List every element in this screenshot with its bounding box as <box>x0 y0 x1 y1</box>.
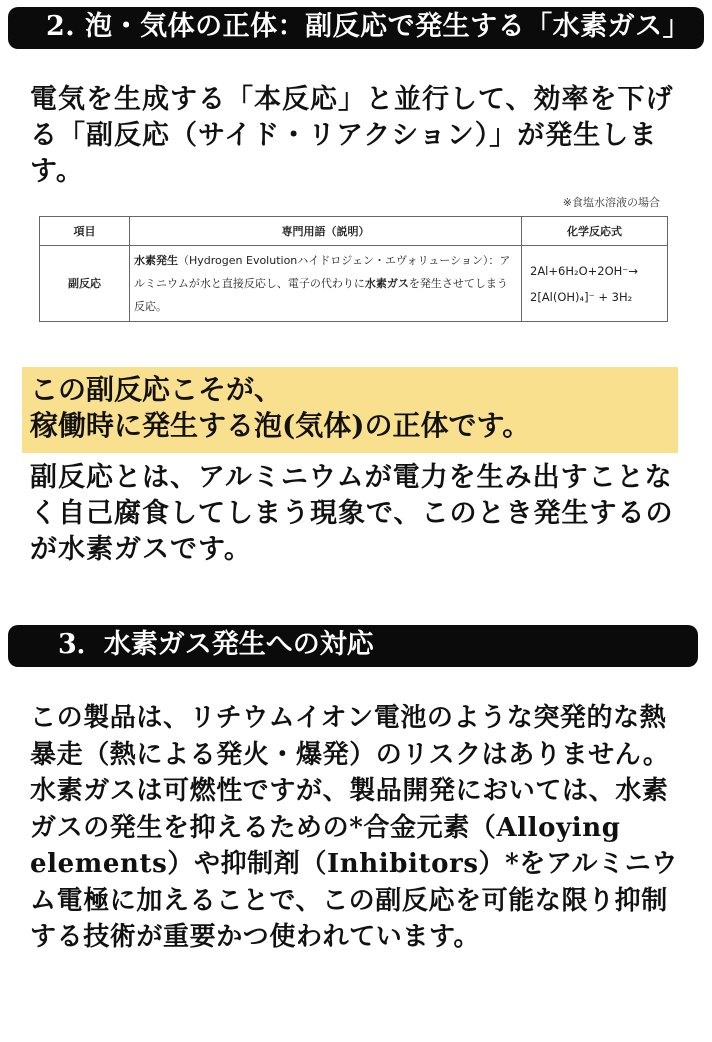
table-header-row <box>40 217 668 246</box>
term-bold-2: 水素ガス <box>364 277 409 290</box>
highlight-line-2: 稼働時に発生する泡(気体)の正体です。 <box>30 409 531 442</box>
term-text-1: （Hydrogen Evolutionハイドロジェン・エヴォリューション）：アルミニウムが水と直接反応し、電子の代わりに <box>134 254 511 290</box>
section2-explanation: 副反応とは、アルミニウムが電力を生み出すことなく自己腐食してしまう現象で、このとき発生するのが水素ガスです。 <box>30 462 674 565</box>
header-item: 項目 <box>40 217 130 246</box>
highlight-line-1: この副反応こそが、 <box>30 373 283 406</box>
header-formula: 化学反応式 <box>522 217 668 246</box>
term-text-2: を発生させてしまう反応。 <box>134 277 508 313</box>
term-bold: 水素発生 <box>134 254 178 267</box>
header-term: 専門用語（説明） <box>130 217 522 246</box>
cell-formula <box>522 246 668 322</box>
table-note: ※食塩水溶液の場合 <box>562 196 660 209</box>
section2-heading: 2. 泡・気体の正体：副反応で発生する「水素ガス」 <box>8 7 704 49</box>
highlight-text <box>30 372 690 444</box>
section3-heading: 3．水素ガス発生への対応 <box>8 625 698 667</box>
reaction-table <box>39 216 668 322</box>
section3-body: この製品は、リチウムイオン電池のような突発的な熱暴走（熱による発火・爆発）のリスクはありません。水素ガスは可燃性ですが、製品開発においては、水素ガスの発生を抑えるための*合金元素（Alloying elements）や抑制剤（Inhibitors）*をアルミニウム電極に加えることで、この副反応を可能な限り抑制する技術が重要かつ使われています。 <box>30 703 678 952</box>
cell-term <box>130 246 522 322</box>
formula-line-1: 2Al+6H₂O+2OH⁻→ <box>530 263 638 278</box>
section2-intro: 電気を生成する「本反応」と並行して、効率を下げる「副反応（サイド・リアクション）」が発生します。 <box>30 84 674 187</box>
table-row <box>40 246 668 322</box>
cell-item: 副反応 <box>40 246 130 322</box>
formula-line-2: 2[Al(OH)₄]⁻ + 3H₂ <box>530 289 633 304</box>
